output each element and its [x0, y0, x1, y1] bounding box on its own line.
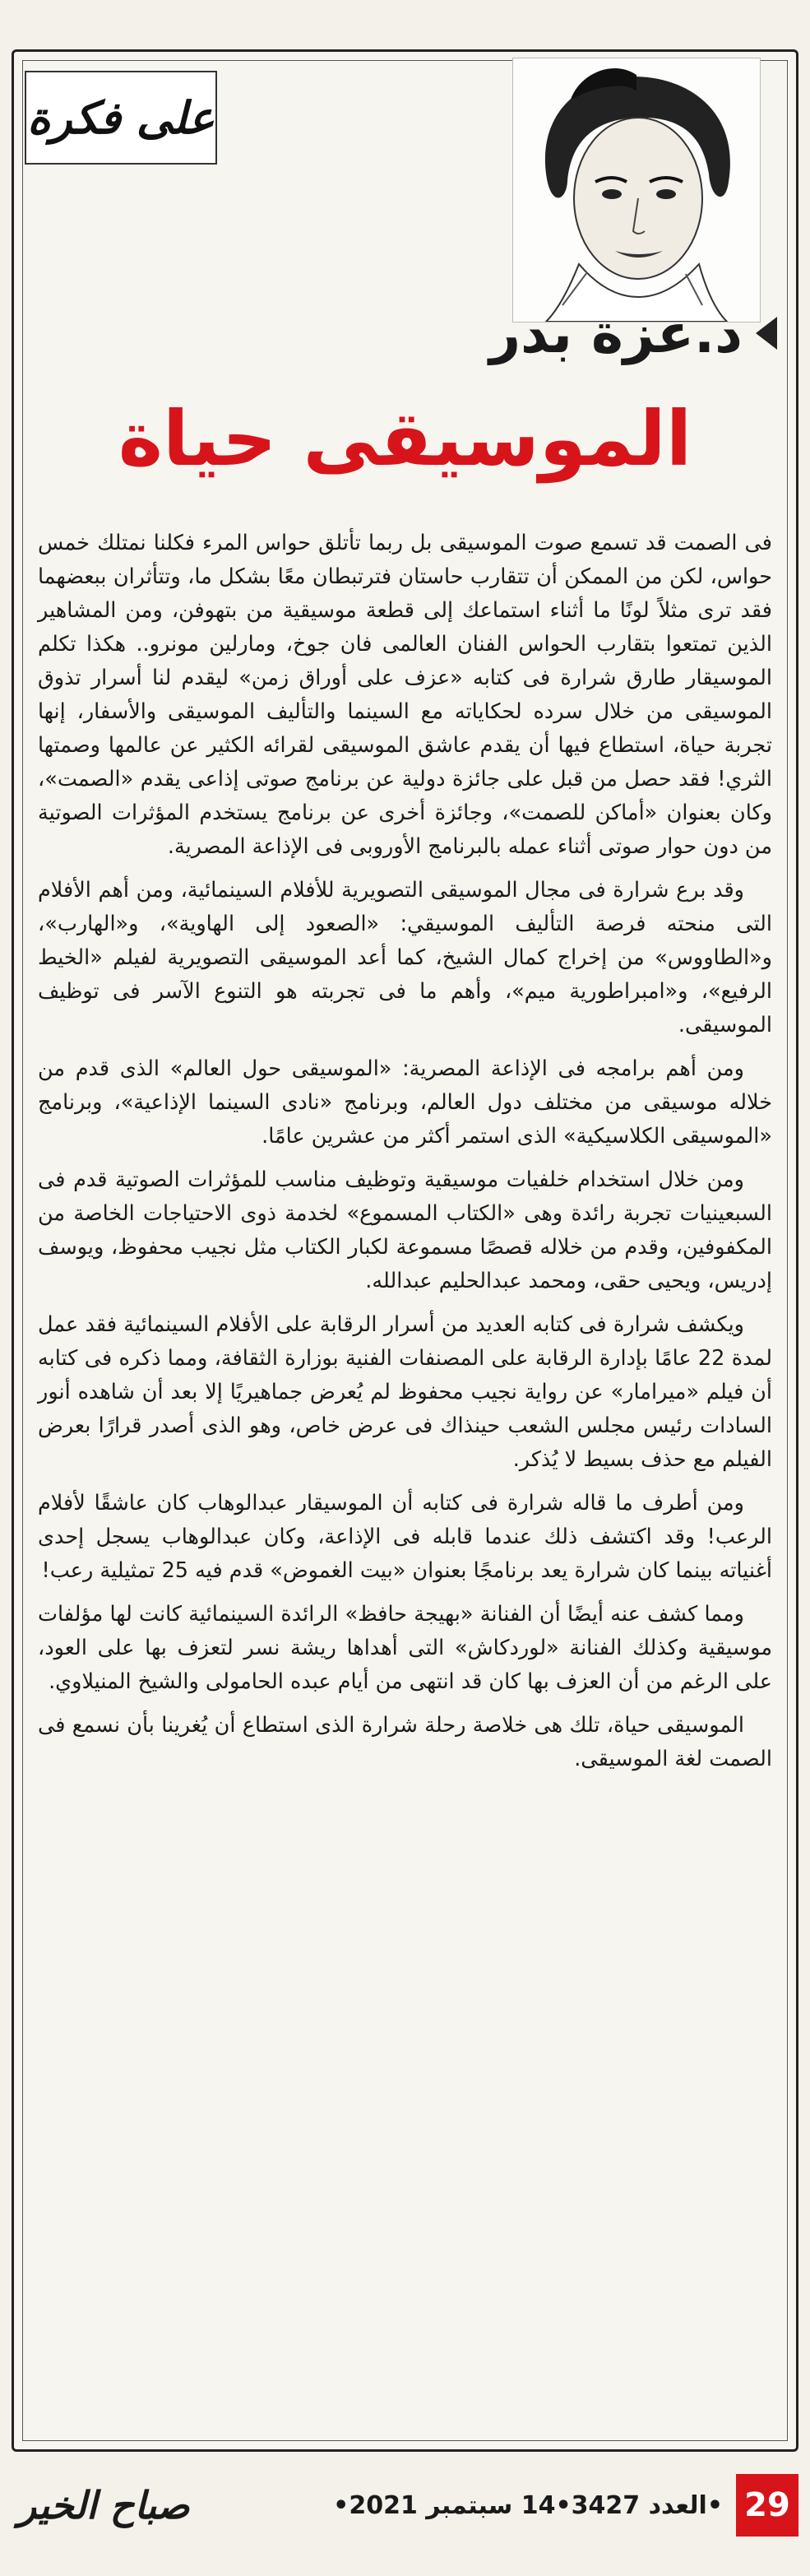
article-paragraph: ومن أهم برامجه فى الإذاعة المصرية: «الموسيقى حول العالم» الذى قدم من خلاله موسيقى من مختلف دول العالم، وبرنامج «نادى السينما الإذاعية»، وبرنامج «الموسيقى الكلاسيكية» الذى استمر أكثر من عشرين عامًا. [38, 1056, 772, 1149]
author-byline [284, 296, 777, 370]
article-headline: الموسيقى حياة [118, 395, 692, 483]
page-number-badge: 29 [736, 2474, 798, 2537]
article-paragraph: وقد برع شرارة فى مجال الموسيقى التصويرية للأفلام السينمائية، ومن أهم الأفلام التى منحته فرصة التأليف الموسيقي: «الصعود إلى الهاوية»، و«الهارب»، و«الطاووس» من إخراج كمال الشيخ، كما أعد الموسيقى التصويرية لفيلم «الخيط الرفيع»، و«امبراطورية ميم»، وأهم ما فى تجربته هو التنوع الآسر فى توظيف الموسيقى. [38, 878, 772, 1037]
article-paragraph: ومن أطرف ما قاله شرارة فى كتابه أن الموسيقار عبدالوهاب كان عاشقًا لأفلام الرعب! وقد اكتشف ذلك عندما قابله فى الإذاعة، وكان عبدالوهاب يسجل إحدى أغنياته بينما كان شرارة يعد برنامجًا بعنوان «بيت الغموض» قدم فيه 25 تمثيلية رعب! [38, 1491, 772, 1583]
article-body [38, 527, 772, 1786]
page-footer [12, 2468, 798, 2542]
article-paragraph: فى الصمت قد تسمع صوت الموسيقى بل ربما تأتلق حواس المرء فكلنا نمتلك خمس حواس، لكن من الممكن أن تتقارب حاستان فترتبطان معًا بشكل ما، وتتأثران ببعضهما فقد ترى مثلاً لونًا ما أثناء استماعك إلى قطعة موسيقية من بتهوفن، ومن المشاهير الذين تمتعوا بتقارب الحواس الفنان العالمى فان جوخ، ومارلين مونرو.. هكذا تكلم الموسيقار طارق شرارة فى كتابه «عزف على أوراق زمن» ليقدم لنا أسرار تذوق الموسيقى من خلال سرده لحكاياته مع السينما والتأليف الموسيقى والأسفار، إنها تجربة حياة، استطاع فيها أن يقدم عاشق الموسيقى لقرائه الكثير عن عالمها وصمتها الثري! فقد حصل من قبل على جائزة دولية عن برنامج صوتى إذاعى يقدم «الصمت»، وكان بعنوان «أماكن للصمت»، وجائزة أخرى عن برنامج يستخدم المؤثرات الصوتية من دون حوار صوتى أثناء عمله بالبرنامج الأوروبى فى الإذاعة المصرية. [38, 531, 772, 859]
author-name: د.عزة بدر [489, 301, 743, 365]
author-portrait-sketch [513, 58, 760, 322]
column-tag: على فكرة [25, 71, 217, 165]
article-paragraph: الموسيقى حياة، تلك هى خلاصة رحلة شرارة الذى استطاع أن يُغرينا بأن نسمع فى الصمت لغة الموسيقى. [38, 1713, 772, 1771]
magazine-logo: صباح الخير [18, 2483, 190, 2527]
author-portrait [512, 58, 761, 323]
article-paragraph: ومما كشف عنه أيضًا أن الفنانة «بهيجة حافظ» الرائدة السينمائية كانت لها مؤلفات موسيقية وكذلك الفنانة «لوردكاش» التى أهداها ريشة نسر لتعزف بها على العود، على الرغم من أن العزف بها كان قد انتهى من أيام عبده الحامولى والشيخ المنيلاوي. [38, 1602, 772, 1694]
article-paragraph: ومن خلال استخدام خلفيات موسيقية وتوظيف مناسب للمؤثرات الصوتية قدم فى السبعينيات تجربة رائدة وهى «الكتاب المسموع» لخدمة ذوى الاحتياجات الخاصة من المكفوفين، وقدم من خلاله قصصًا مسموعة لكبار الكتاب مثل نجيب محفوظ، ويوسف إدريس، ويحيى حقى، ومحمد عبدالحليم عبدالله. [38, 1167, 772, 1293]
issue-info: •العدد 3427•14 سبتمبر 2021• [333, 2490, 723, 2520]
byline-arrow-icon [756, 317, 777, 350]
article-paragraph: ويكشف شرارة فى كتابه العديد من أسرار الرقابة على الأفلام السينمائية فقد عمل لمدة 22 عامًا بإدارة الرقابة على المصنفات الفنية بوزارة الثقافة، ومما ذكره فى كتابه أن فيلم «ميرامار» عن رواية نجيب محفوظ لم يُعرض جماهيريًا إلا بعد أن شاهده أنور السادات رئيس مجلس الشعب حينذاك فى عرض خاص، وهو الذى أصدر قرارًا بعرض الفيلم مع حذف بسيط لا يُذكر. [38, 1312, 772, 1472]
